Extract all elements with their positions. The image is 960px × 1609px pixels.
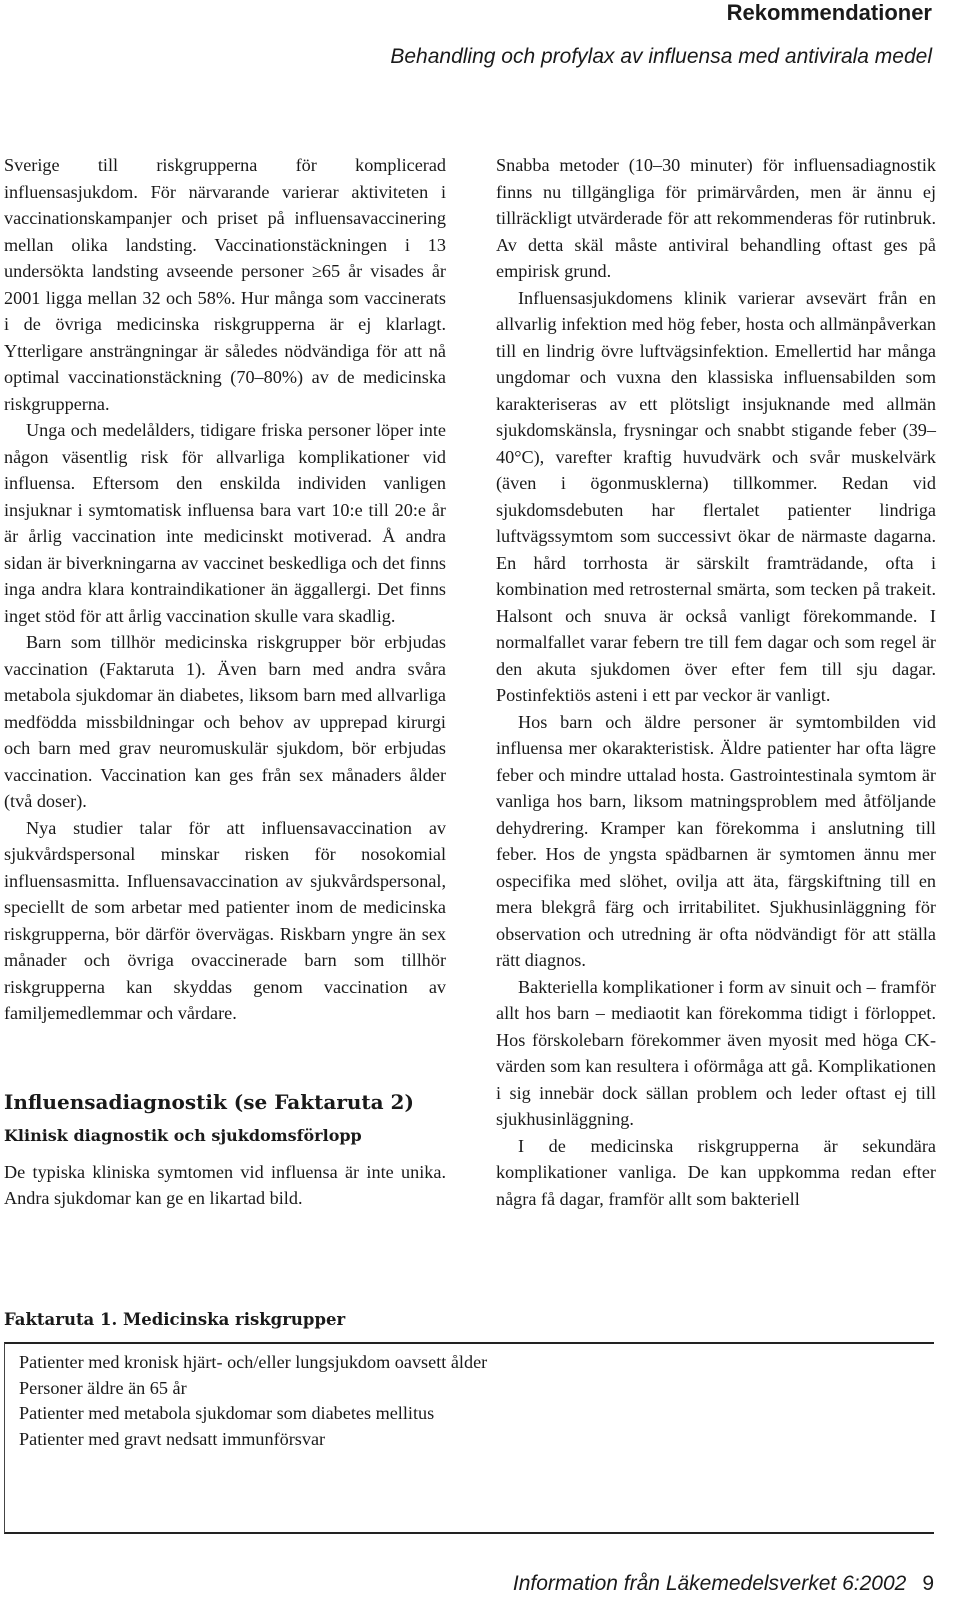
paragraph: Unga och medelålders, tidigare friska personer löper inte någon väsentlig risk för allvarliga komplikationer vid influensa. Eftersom den enskilda individen vanligen insjuknar i symtomatisk influensa bara vart 10:e till 20:e år är årlig vaccination inte medicinskt motiverad. Å andra sidan är biverkningarna av vaccinet beskedliga och det finns inga andra klara kontraindikationer än äggallergi. Det finns inget stöd för att årlig vaccination skulle vara skadlig. [4,420,446,626]
left-column [4,152,446,1212]
paragraph: Sverige till riskgrupperna för komplicerad influensasjukdom. För närvarande varierar aktiviteten i vaccinationskampanjer och priset på influensavaccinering mellan olika landsting. Vaccinationstäckningen i 13 undersökta landsting avseende personer ≥65 år visades år 2001 ligga mellan 32 och 58%. Hur många som vaccinerats i de övriga medicinska riskgrupperna är ej klarlagt. Ytterligare ansträngningar är således nödvändiga för att nå optimal vaccinationstäckning (70–80%) av de medicinska riskgrupperna. [4,155,446,414]
footer-source: Information från Läkemedelsverket 6:2002 [512,1572,907,1595]
page-footer [513,1571,934,1597]
paragraph: Hos barn och äldre personer är symtombilden vid influensa mer okarakteristisk. Äldre patienter har ofta lägre feber och mindre uttalad hosta. Gastrointestinala symtom är vanliga hos barn, liksom matningsproblem med åtföljande dehydrering. Kramper kan förekomma i anslutning till feber. Hos de yngsta spädbarnen är symtomen ännu mer ospecifika med slöhet, ovilja att äta, färgskiftning till en mera blekgrå färg och irritabilitet. Sjukhusinläggning för observation och utredning är ofta nödvändigt för att ställa rätt diagnos. [496,711,936,970]
fact-box-title: Faktaruta 1. Medicinska riskgrupper [4,1310,346,1329]
section-label: Rekommendationer [726,0,932,25]
right-column [496,152,936,1212]
sub-heading: Klinisk diagnostik och sjukdomsförlopp [4,1125,362,1145]
paragraph: Influensasjukdomens klinik varierar avsevärt från en allvarlig infektion med hög feber, hosta och allmänpåverkan till en lindrig övre luftvägsinfektion. Emellertid har många ungdomar och vuxna den klassiska influensabilden som karakteriseras av ett plötsligt insjuknande med allmän sjukdomskänsla, frysningar och snabbt stigande feber (39–40°C), varefter kraftig huvudvärk och svår muskelvärk (även i ögonmusklerna) tillkommer. Redan vid sjukdomsdebuten har flertalet patienter lindriga luftvägssymtom som successivt ökar de närmaste dagarna. En hård torrhosta är särskilt framträdande, ofta i kombination med retrosternal smärta, som tecken på trakeit. Halsont och snuva är också vanligt förekommande. I normalfallet varar febern tre till fem dagar och som regel är den akuta sjukdomen över efter fem till sju dagar. Postinfektiös asteni i ett par veckor är vanligt. [496,287,936,705]
paragraph: Snabba metoder (10–30 minuter) för influensadiagnostik finns nu tillgängliga för primärvården, men är ännu ej tillräckligt utvärderade för att rekommenderas för rutinbruk. Av detta skäl måste antiviral behandling oftast ges på empirisk grund. [496,155,936,281]
document-subtitle: Behandling och profylax av influensa med antivirala medel [390,45,932,68]
fact-box-item: Patienter med metabola sjukdomar som diabetes mellitus [19,1403,435,1423]
paragraph: Bakteriella komplikationer i form av sinuit och – framför allt hos barn – mediaotit kan förekomma tidigt i förloppet. Hos förskolebarn förekommer även myosit med höga CK-värden som kan resultera i oförmåga att gå. Komplikationen i sig innebär dock sällan problem och leder oftast ej till sjukhusinläggning. [496,976,936,1129]
fact-box-item: Patienter med kronisk hjärt- och/eller lungsjukdom oavsett ålder [19,1352,488,1372]
paragraph: I de medicinska riskgrupperna är sekundära komplikationer vanliga. De kan uppkomma redan efter några få dagar, framför allt som bakteriell [496,1135,936,1209]
paragraph: De typiska kliniska symtomen vid influensa är inte unika. Andra sjukdomar kan ge en likartad bild. [4,1161,446,1208]
fact-box-item: Patienter med gravt nedsatt immunförsvar [19,1428,326,1449]
fact-box [4,1342,934,1534]
section-heading: Influensadiagnostik (se Faktaruta 2) [4,1089,414,1114]
paragraph: Nya studier talar för att influensavaccination av sjukvårdspersonal minskar risken för nosokomial influensasmitta. Influensavaccination av sjukvårdspersonal, speciellt de som arbetar med patienter inom de medicinska riskgrupperna, bör därför övervägas. Riskbarn yngre än sex månader och övriga ovaccinerade barn som tillhör riskgrupperna kan skyddas genom vaccination av familjemedlemmar och vårdare. [4,817,446,1023]
fact-box-item: Personer äldre än 65 år [19,1377,187,1398]
page-number: 9 [922,1572,934,1595]
paragraph: Barn som tillhör medicinska riskgrupper bör erbjudas vaccination (Faktaruta 1). Även barn med andra svåra metabola sjukdomar än diabetes, liksom barn med allvarliga medfödda missbildningar och behov av upprepad kirurgi och barn med grav neuromuskulär sjukdom, bör erbjudas vaccination. Vaccination kan ges från sex månaders ålder (två doser). [4,632,446,811]
